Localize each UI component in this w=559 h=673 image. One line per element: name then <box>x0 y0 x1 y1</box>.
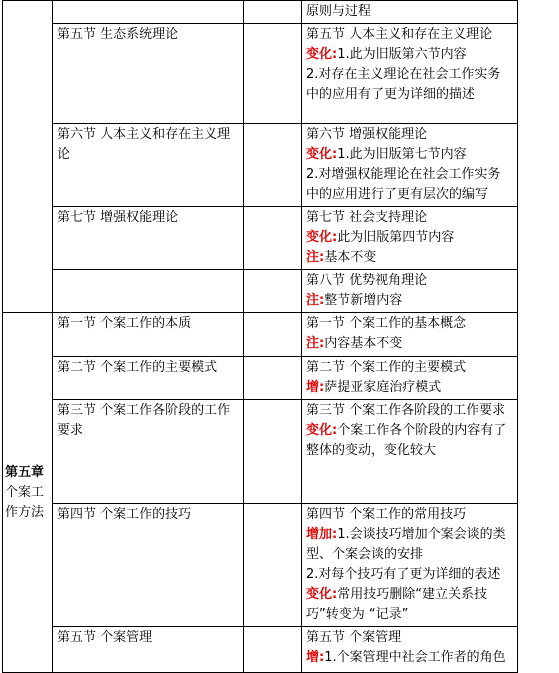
note-line <box>306 65 513 105</box>
new-edition-cell <box>302 400 518 504</box>
note-text: 个案工作各个阶段的内容有了整体的变动，变化较大 <box>306 423 507 458</box>
spacer-cell <box>244 504 302 627</box>
spacer-cell <box>244 357 302 400</box>
table-row <box>3 24 518 124</box>
change-label: 注: <box>306 293 325 308</box>
old-section-title: 第七节 增强权能理论 <box>57 210 179 225</box>
note-text: 第三节 个案工作各阶段的工作要求 <box>306 403 506 418</box>
table-row <box>3 124 518 207</box>
note-line <box>306 525 513 565</box>
note-text: 第八节 优势视角理论 <box>306 273 428 288</box>
change-label: 变化: <box>306 423 338 438</box>
old-edition-cell <box>53 357 244 400</box>
spacer-cell <box>244 627 302 673</box>
change-label: 增: <box>306 380 325 395</box>
spacer-cell <box>244 124 302 207</box>
table-row <box>3 357 518 400</box>
note-line <box>306 505 513 525</box>
note-line <box>306 585 513 625</box>
note-line <box>306 165 513 205</box>
note-line <box>306 125 513 145</box>
note-line <box>306 228 513 248</box>
change-label: 变化: <box>306 47 338 62</box>
note-line <box>306 334 513 354</box>
old-edition-cell <box>53 627 244 673</box>
note-text: 第四节 个案工作的常用技巧 <box>306 507 467 522</box>
old-section-title: 第四节 个案工作的技巧 <box>57 507 192 522</box>
old-section-title: 第五节 个案管理 <box>57 630 153 645</box>
new-edition-cell <box>302 1 518 24</box>
table-row <box>3 627 518 673</box>
old-section-title: 第一节 个案工作的本质 <box>57 316 192 331</box>
old-section-title: 第二节 个案工作的主要模式 <box>57 360 218 375</box>
spacer-cell <box>244 1 302 24</box>
spacer-cell <box>244 270 302 313</box>
table-row <box>3 1 518 24</box>
note-line <box>306 291 513 311</box>
note-text: 1.会谈技巧增加个案会谈的类型、个案会谈的安排 <box>306 527 506 562</box>
note-text: 基本不变 <box>324 250 377 265</box>
note-text: 1.此为旧版第六节内容 <box>337 47 467 62</box>
note-line <box>306 2 513 22</box>
table-row <box>3 400 518 504</box>
note-line <box>306 145 513 165</box>
new-edition-cell <box>302 270 518 313</box>
spacer-cell <box>244 207 302 270</box>
new-edition-cell <box>302 504 518 627</box>
note-line <box>306 565 513 585</box>
change-label: 变化: <box>306 147 338 162</box>
new-edition-cell <box>302 207 518 270</box>
old-section-title: 第五节 生态系统理论 <box>57 27 179 42</box>
change-label: 增加: <box>306 527 338 542</box>
new-edition-cell <box>302 627 518 673</box>
note-text: 第一节 个案工作的基本概念 <box>306 316 467 331</box>
note-text: 常用技巧删除“建立关系技巧”转变为 “记录” <box>306 587 487 622</box>
note-text: 2.对增强权能理论在社会工作实务中的应用进行了更有层次的编写 <box>306 167 501 202</box>
note-text: 原则与过程 <box>306 4 372 19</box>
note-text: 萨提亚家庭治疗模式 <box>324 380 442 395</box>
new-edition-cell <box>302 357 518 400</box>
note-text: 内容基本不变 <box>324 336 403 351</box>
table-row <box>3 504 518 627</box>
note-text: 第五节 人本主义和存在主义理论 <box>306 27 493 42</box>
spacer-cell <box>244 313 302 357</box>
old-edition-cell <box>53 124 244 207</box>
old-edition-cell <box>53 313 244 357</box>
note-line <box>306 45 513 65</box>
note-text: 此为旧版第四节内容 <box>337 230 455 245</box>
note-line <box>306 628 513 648</box>
note-line <box>306 208 513 228</box>
table-body <box>3 1 518 673</box>
table-row <box>3 313 518 357</box>
note-text: 第五节 个案管理 <box>306 630 402 645</box>
note-text: 1.此为旧版第七节内容 <box>337 147 467 162</box>
old-edition-cell <box>53 504 244 627</box>
old-section-title: 第三节 个案工作各阶段的工作要求 <box>57 403 231 438</box>
change-label: 注: <box>306 336 325 351</box>
note-line <box>306 248 513 268</box>
new-edition-cell <box>302 313 518 357</box>
table-row <box>3 207 518 270</box>
note-line <box>306 271 513 291</box>
note-text: 1.个案管理中社会工作者的角色 <box>324 650 506 665</box>
note-line <box>306 401 513 421</box>
spacer-cell <box>244 24 302 124</box>
old-edition-cell <box>53 1 244 24</box>
note-text: 第六节 增强权能理论 <box>306 127 428 142</box>
new-edition-cell <box>302 124 518 207</box>
old-edition-cell <box>53 24 244 124</box>
table-row <box>3 270 518 313</box>
change-label: 注: <box>306 250 325 265</box>
note-text: 第七节 社会支持理论 <box>306 210 428 225</box>
change-label: 变化: <box>306 587 338 602</box>
change-label: 增: <box>306 650 325 665</box>
chapter-number: 第五章 <box>5 464 45 480</box>
chapter-cell-empty <box>3 1 53 313</box>
old-edition-cell <box>53 400 244 504</box>
note-text: 2.对存在主义理论在社会工作实务中的应用有了更为详细的描述 <box>306 67 501 102</box>
old-section-title: 第六节 人本主义和存在主义理论 <box>57 127 231 162</box>
change-label: 变化: <box>306 230 338 245</box>
note-text: 第二节 个案工作的主要模式 <box>306 360 467 375</box>
chapter-title: 个案工作方法 <box>5 484 45 520</box>
old-edition-cell <box>53 270 244 313</box>
note-line <box>306 648 513 668</box>
spacer-cell <box>244 400 302 504</box>
chapter-cell <box>3 313 53 673</box>
note-line <box>306 314 513 334</box>
note-line <box>306 358 513 378</box>
note-line <box>306 25 513 45</box>
comparison-table <box>2 0 518 673</box>
note-text: 整节新增内容 <box>324 293 403 308</box>
new-edition-cell <box>302 24 518 124</box>
note-line <box>306 378 513 398</box>
note-line <box>306 421 513 461</box>
note-text: 2.对每个技巧有了更为详细的表述 <box>306 567 501 582</box>
old-edition-cell <box>53 207 244 270</box>
